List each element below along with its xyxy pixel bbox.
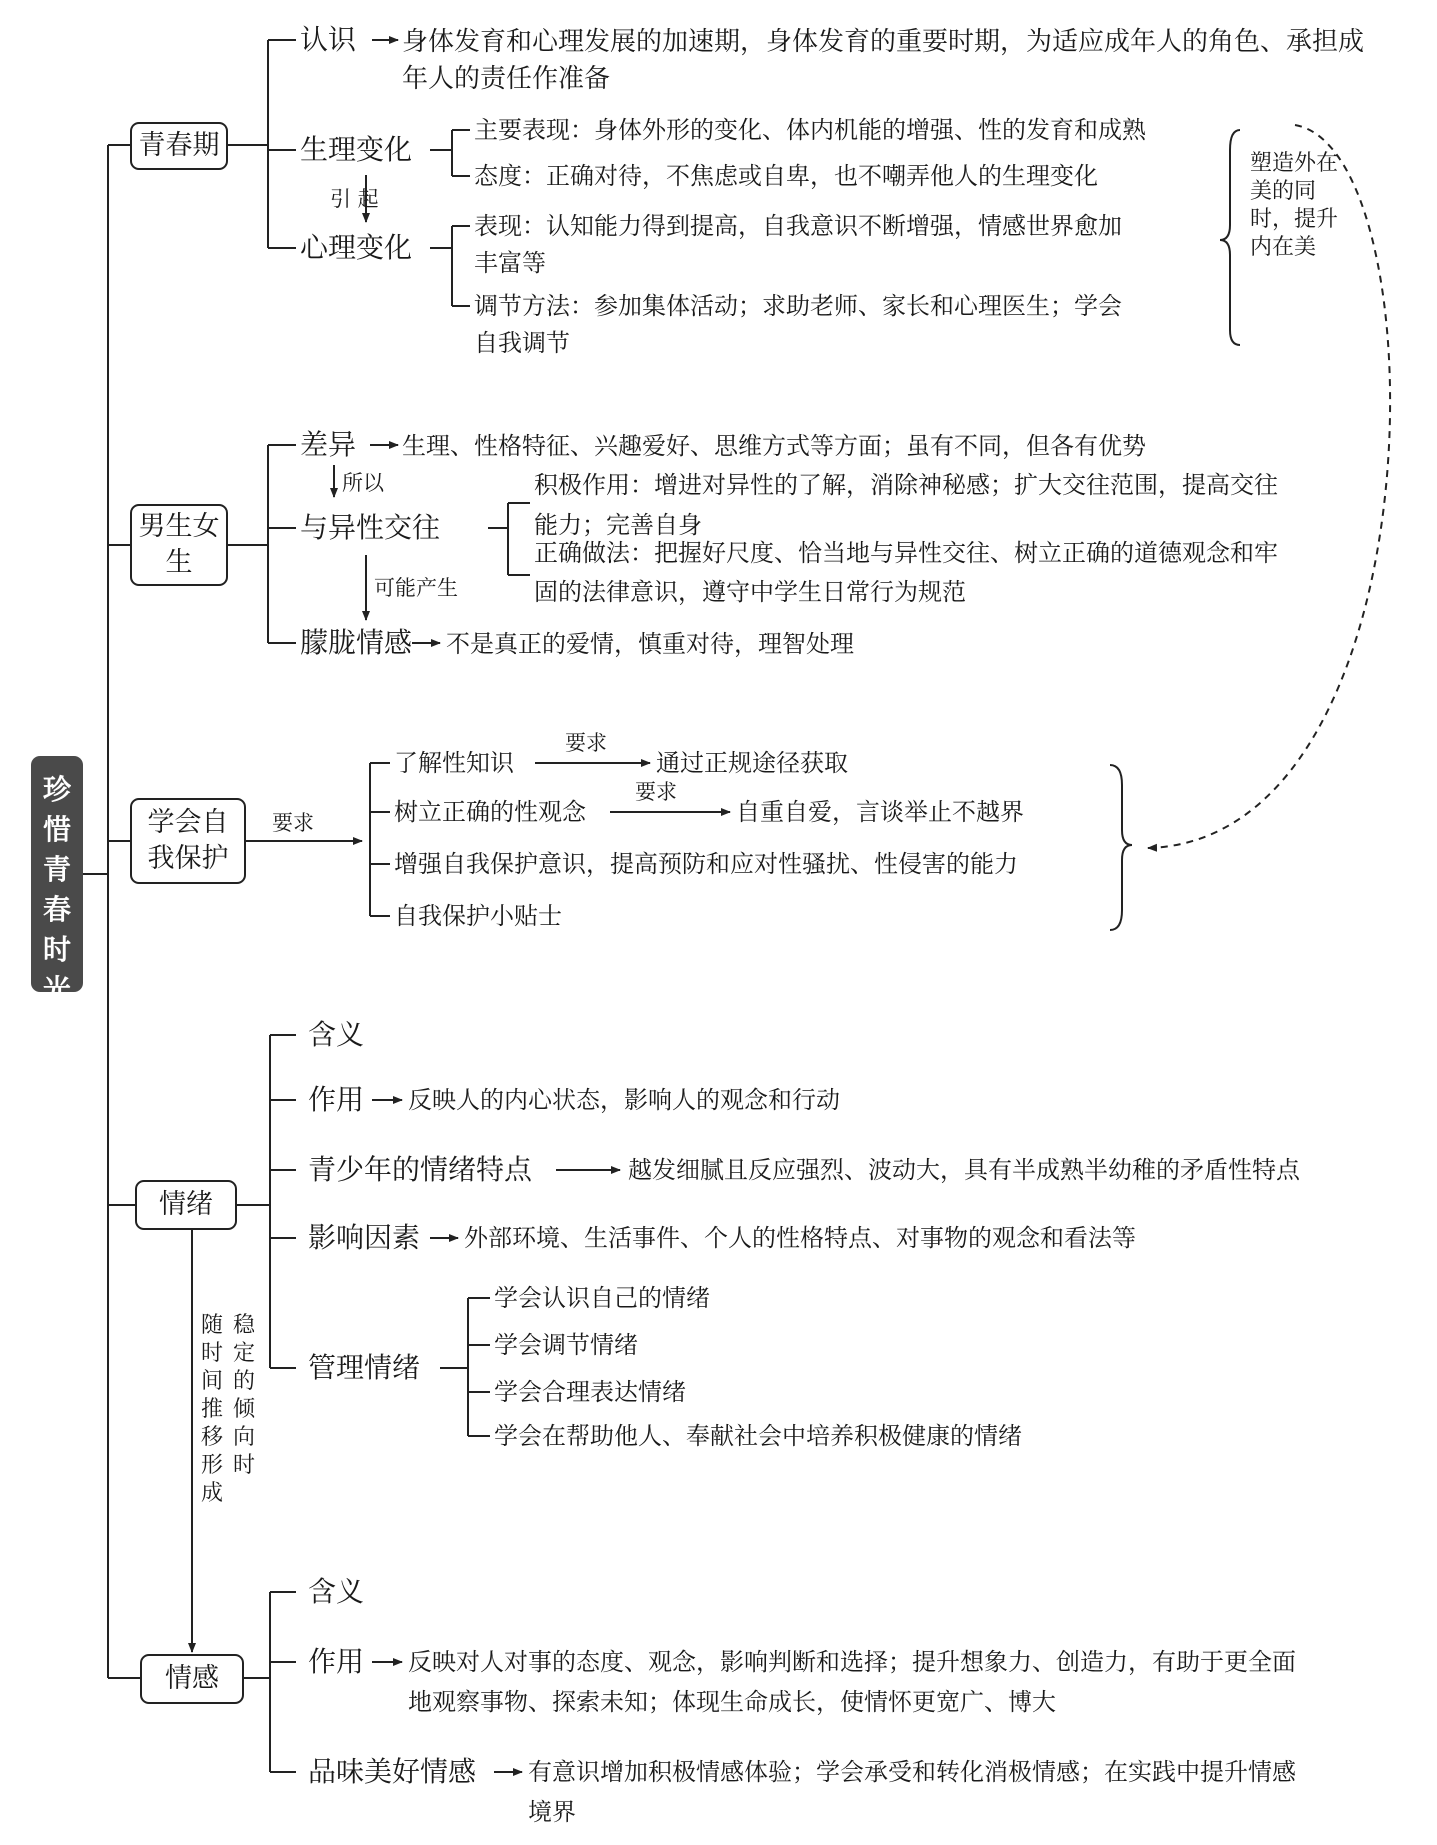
so-label: 所以 [342,471,384,495]
physical-item-attitude: 态度：正确对待，不焦虑或自卑，也不嘲弄他人的生理变化 [474,162,1098,190]
interact-positive-line1: 积极作用：增进对异性的了解，消除神秘感；扩大交往范围，提高交往 [534,471,1278,499]
manage-item-cultivate: 学会在帮助他人、奉献社会中培养积极健康的情绪 [494,1422,1022,1450]
node-protect: 学会自我保护 [130,798,246,884]
renshi-label: 认识 [300,23,357,56]
link-text-right: 稳定的倾向时 [232,1313,255,1478]
may-produce-label: 可能产生 [374,576,458,600]
emotion-teen-label: 青少年的情绪特点 [308,1153,533,1186]
emotion-factor-text: 外部环境、生活事件、个人的性格特点、对事物的观念和看法等 [464,1224,1136,1252]
root-title: 珍惜青春时光 [31,756,83,992]
node-youth: 青春期 [130,122,228,170]
diff-label: 差异 [300,428,357,461]
protect-item-knowledge-result: 通过正规途径获取 [656,749,848,777]
mental-change-label: 心理变化 [300,231,413,264]
feeling-function-label: 作用 [308,1645,365,1678]
protect-item-concept-result: 自重自爱，言谈举止不越界 [736,798,1024,826]
node-gender: 男生女生 [130,504,228,586]
manage-item-recognize: 学会认识自己的情绪 [494,1284,710,1312]
protect-item-concept-arrow: 要求 [635,780,677,804]
feeling-function-line1: 反映对人对事的态度、观念，影响判断和选择；提升想象力、创造力，有助于更全面 [408,1648,1296,1676]
renshi-text-line2: 年人的责任作准备 [402,64,611,94]
emotion-meaning: 含义 [308,1018,365,1051]
emotion-function-label: 作用 [308,1083,365,1116]
manage-item-express: 学会合理表达情绪 [494,1378,686,1406]
emotion-manage-label: 管理情绪 [308,1351,421,1384]
feeling-meaning: 含义 [308,1575,365,1608]
hazy-text: 不是真正的爱情，慎重对待，理智处理 [446,630,854,658]
link-text-left: 随时间推移形成 [200,1313,223,1506]
mental-item1-line2: 丰富等 [474,249,546,277]
feeling-savor-line2: 境界 [528,1798,576,1826]
protect-item-tips: 自我保护小贴士 [394,902,562,930]
emotion-function-text: 反映人的内心状态，影响人的观念和行动 [408,1086,840,1114]
physical-change-label: 生理变化 [300,133,413,166]
emotion-teen-text: 越发细腻且反应强烈、波动大，具有半成熟半幼稚的矛盾性特点 [628,1156,1300,1184]
node-emotion: 情绪 [135,1180,237,1230]
protect-item-knowledge: 了解性知识 [394,749,514,777]
protect-item-knowledge-arrow: 要求 [565,731,607,755]
diff-text: 生理、性格特征、兴趣爱好、思维方式等方面；虽有不同，但各有优势 [402,432,1146,460]
manage-item-adjust: 学会调节情绪 [494,1331,638,1359]
interact-positive-line2: 能力；完善自身 [534,511,702,539]
emotion-factor-label: 影响因素 [308,1221,421,1254]
mental-item2-line1: 调节方法：参加集体活动；求助老师、家长和心理医生；学会 [474,292,1122,320]
interact-right-line2: 固的法律意识，遵守中学生日常行为规范 [534,578,966,606]
node-feeling: 情感 [140,1654,244,1704]
protect-require-label: 要求 [272,811,314,835]
interact-right-line1: 正确做法：把握好尺度、恰当地与异性交往、树立正确的道德观念和牢 [534,539,1278,567]
mental-item2-line2: 自我调节 [474,329,570,357]
brace-note: 塑造外在美的同时，提升内在美 [1250,151,1339,260]
cause-label: 引 起 [330,187,379,211]
renshi-text-line1: 身体发育和心理发展的加速期，身体发育的重要时期，为适应成年人的角色、承担成 [402,27,1365,57]
interact-label: 与异性交往 [300,511,441,544]
physical-item-expression: 主要表现：身体外形的变化、体内机能的增强、性的发育和成熟 [474,116,1146,144]
mental-item1-line1: 表现：认知能力得到提高，自我意识不断增强，情感世界愈加 [474,212,1122,240]
feeling-savor-line1: 有意识增加积极情感体验；学会承受和转化消极情感；在实践中提升情感 [528,1758,1296,1786]
protect-item-concept: 树立正确的性观念 [394,798,586,826]
feeling-function-line2: 地观察事物、探索未知；体现生命成长，使情怀更宽广、博大 [408,1688,1056,1716]
hazy-label: 朦胧情感 [300,626,413,659]
protect-item-awareness: 增强自我保护意识，提高预防和应对性骚扰、性侵害的能力 [394,850,1018,878]
feeling-savor-label: 品味美好情感 [308,1755,477,1788]
